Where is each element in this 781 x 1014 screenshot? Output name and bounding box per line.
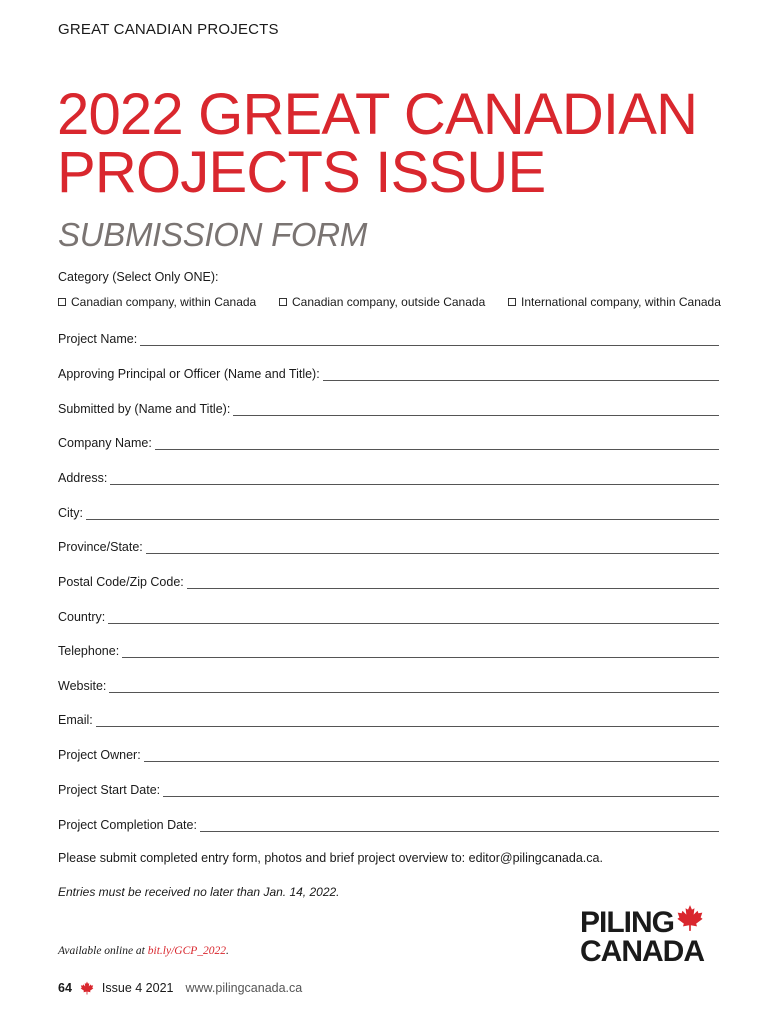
field-line[interactable] bbox=[144, 750, 719, 762]
field-line[interactable] bbox=[163, 785, 719, 797]
postal-code-field[interactable] bbox=[58, 573, 719, 589]
field-label: Telephone: bbox=[58, 644, 120, 658]
page-footer bbox=[58, 981, 302, 995]
category-option-label: International company, within Canada bbox=[521, 295, 721, 309]
email-field[interactable] bbox=[58, 711, 719, 727]
deadline-note: Entries must be received no later than Jan. 14, 2022. bbox=[58, 885, 340, 899]
online-suffix: . bbox=[226, 945, 229, 957]
project-owner-field[interactable] bbox=[58, 746, 719, 762]
field-label: Submitted by (Name and Title): bbox=[58, 402, 231, 416]
field-label: Province/State: bbox=[58, 540, 143, 554]
field-line[interactable] bbox=[96, 715, 719, 727]
city-field[interactable] bbox=[58, 504, 719, 520]
checkbox-icon[interactable] bbox=[279, 298, 287, 306]
page-title: 2022 GREAT CANADIAN PROJECTS ISSUE bbox=[57, 82, 698, 205]
field-label: Approving Principal or Officer (Name and Title): bbox=[58, 367, 320, 381]
province-state-field[interactable] bbox=[58, 538, 719, 554]
project-completion-date-field[interactable] bbox=[58, 816, 719, 832]
field-label: Project Name: bbox=[58, 332, 138, 346]
section-label: GREAT CANADIAN PROJECTS bbox=[58, 21, 279, 38]
field-line[interactable] bbox=[122, 646, 719, 658]
logo-line2: CANADA bbox=[580, 935, 704, 968]
page-number: 64 bbox=[58, 981, 72, 995]
category-option-label: Canadian company, within Canada bbox=[71, 295, 257, 309]
category-label: Category (Select Only ONE): bbox=[58, 270, 219, 284]
field-line[interactable] bbox=[140, 334, 719, 346]
country-field[interactable] bbox=[58, 608, 719, 624]
company-name-field[interactable] bbox=[58, 434, 719, 450]
piling-canada-logo bbox=[580, 908, 725, 970]
field-line[interactable] bbox=[187, 577, 719, 589]
field-line[interactable] bbox=[109, 681, 719, 693]
category-option-international-within[interactable] bbox=[508, 295, 721, 309]
issue-label: Issue 4 2021 bbox=[101, 981, 174, 995]
maple-leaf-icon bbox=[676, 904, 704, 932]
field-line[interactable] bbox=[86, 508, 719, 520]
maple-leaf-icon bbox=[80, 981, 94, 995]
project-name-field[interactable] bbox=[58, 330, 719, 346]
field-line[interactable] bbox=[110, 473, 719, 485]
submit-note: Please submit completed entry form, photos and brief project overview to: editor@pilingcanada.ca. bbox=[58, 851, 603, 865]
field-label: Postal Code/Zip Code: bbox=[58, 575, 184, 589]
field-label: Website: bbox=[58, 679, 107, 693]
field-line[interactable] bbox=[146, 542, 719, 554]
page-subtitle: SUBMISSION FORM bbox=[58, 216, 368, 253]
category-option-canadian-outside[interactable] bbox=[279, 295, 485, 309]
field-line[interactable] bbox=[155, 438, 719, 450]
field-label: Country: bbox=[58, 610, 106, 624]
checkbox-icon[interactable] bbox=[58, 298, 66, 306]
field-label: Address: bbox=[58, 471, 108, 485]
field-label: Project Start Date: bbox=[58, 783, 161, 797]
category-option-canadian-within[interactable] bbox=[58, 295, 256, 309]
project-start-date-field[interactable] bbox=[58, 781, 719, 797]
field-line[interactable] bbox=[200, 820, 719, 832]
approving-principal-field[interactable] bbox=[58, 365, 719, 381]
footer-website[interactable]: www.pilingcanada.ca bbox=[185, 981, 303, 995]
logo-line1: PILING bbox=[580, 906, 675, 939]
field-label: Email: bbox=[58, 713, 93, 727]
field-label: Project Completion Date: bbox=[58, 818, 197, 832]
online-link[interactable]: bit.ly/GCP_2022 bbox=[147, 945, 227, 957]
online-prefix: Available online at bbox=[58, 945, 148, 957]
online-note bbox=[58, 945, 229, 957]
field-line[interactable] bbox=[233, 404, 719, 416]
category-option-label: Canadian company, outside Canada bbox=[292, 295, 486, 309]
field-label: Project Owner: bbox=[58, 748, 141, 762]
submitted-by-field[interactable] bbox=[58, 400, 719, 416]
telephone-field[interactable] bbox=[58, 642, 719, 658]
field-line[interactable] bbox=[108, 612, 719, 624]
website-field[interactable] bbox=[58, 677, 719, 693]
field-label: Company Name: bbox=[58, 436, 152, 450]
checkbox-icon[interactable] bbox=[508, 298, 516, 306]
address-field[interactable] bbox=[58, 469, 719, 485]
field-line[interactable] bbox=[323, 369, 719, 381]
field-label: City: bbox=[58, 506, 83, 520]
